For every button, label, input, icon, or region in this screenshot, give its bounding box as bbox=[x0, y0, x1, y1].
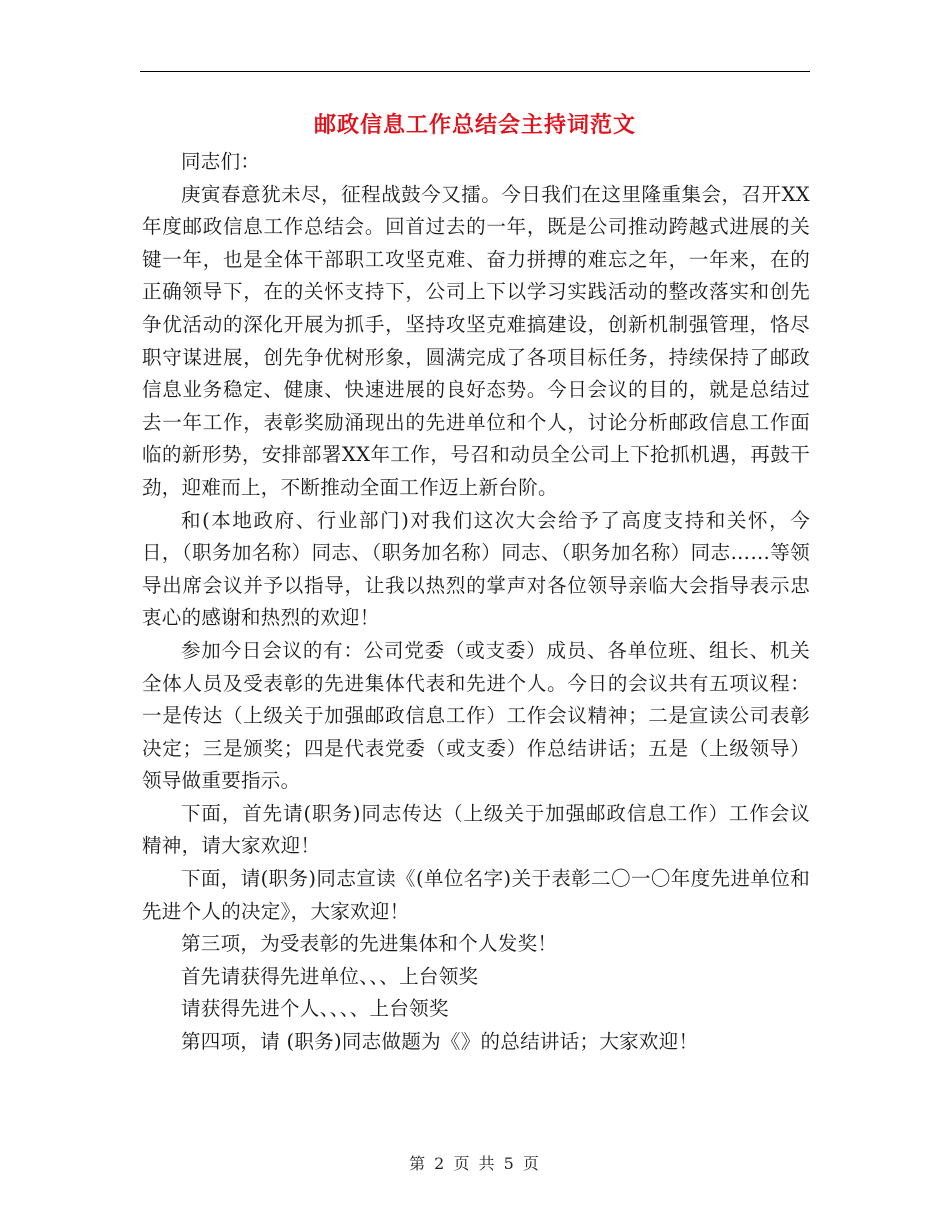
paragraph-welcome-leaders: 和(本地政府、行业部门)对我们这次大会给予了高度支持和关怀，今日，（职务加名称）同志、（职务加名称）同志、（职务加名称）同志……等领导出席会议并予以指导，让我以热烈的掌声对各位领导亲临大会指导表示忠衷心的感谢和热烈的欢迎！ bbox=[142, 508, 810, 630]
document-title: 邮政信息工作总结会主持词范文 bbox=[313, 113, 636, 138]
paragraph-agenda: 参加今日会议的有：公司党委（或支委）成员、各单位班、组长、机关全体人员及受表彰的先进集体代表和先进个人。今日的会议共有五项议程：一是传达（上级关于加强邮政信息工作）工作会议精神；二是宣读公司表彰决定；三是颁奖；四是代表党委（或支委）作总结讲话；五是（上级领导）领导做重要指示。 bbox=[142, 638, 810, 793]
page-number: 第 2 页 共 5 页 bbox=[409, 1154, 541, 1173]
paragraph-opening: 庚寅春意犹未尽，征程战鼓今又擂。今日我们在这里隆重集会，召开XX年度邮政信息工作总结会。回首过去的一年，既是公司推动跨越式进展的关键一年，也是全体干部职工攻坚克难、奋力拼搏的难忘之年，一年来，在的正确领导下，在的关怀支持下，公司上下以学习实践活动的整改落实和创先争优活动的深化开展为抓手，坚持攻坚克难搞建设，创新机制强管理，恪尽职守谋进展，创先争优树形象，圆满完成了各项目标任务，持续保持了邮政信息业务稳定、健康、快速进展的良好态势。今日会议的目的，就是总结过去一年工作，表彰奖励涌现出的先进单位和个人，讨论分析邮政信息工作面临的新形势，安排部署XX年工作，号召和动员全公司上下抢抓机遇，再鼓干劲，迎难而上，不断推动全面工作迈上新台阶。 bbox=[142, 182, 810, 499]
document-body bbox=[142, 146, 810, 1059]
paragraph-item-one: 下面，首先请(职务)同志传达（上级关于加强邮政信息工作）工作会议精神，请大家欢迎！ bbox=[142, 801, 810, 858]
paragraph-salutation: 同志们： bbox=[181, 150, 261, 173]
paragraph-award-individuals: 请获得先进个人、、、、上台领奖 bbox=[181, 997, 449, 1021]
header-rule bbox=[140, 71, 810, 72]
paragraph-item-four: 第四项，请 (职务)同志做题为《》的总结讲话；大家欢迎！ bbox=[181, 1030, 699, 1054]
paragraph-item-three: 第三项，为受表彰的先进集体和个人发奖！ bbox=[181, 932, 558, 956]
paragraph-award-units: 首先请获得先进单位、、、上台领奖 bbox=[181, 964, 479, 988]
paragraph-item-two: 下面，请(职务)同志宣读《(单位名字)关于表彰二〇一〇年度先进单位和先进个人的决定》，大家欢迎！ bbox=[142, 867, 810, 923]
